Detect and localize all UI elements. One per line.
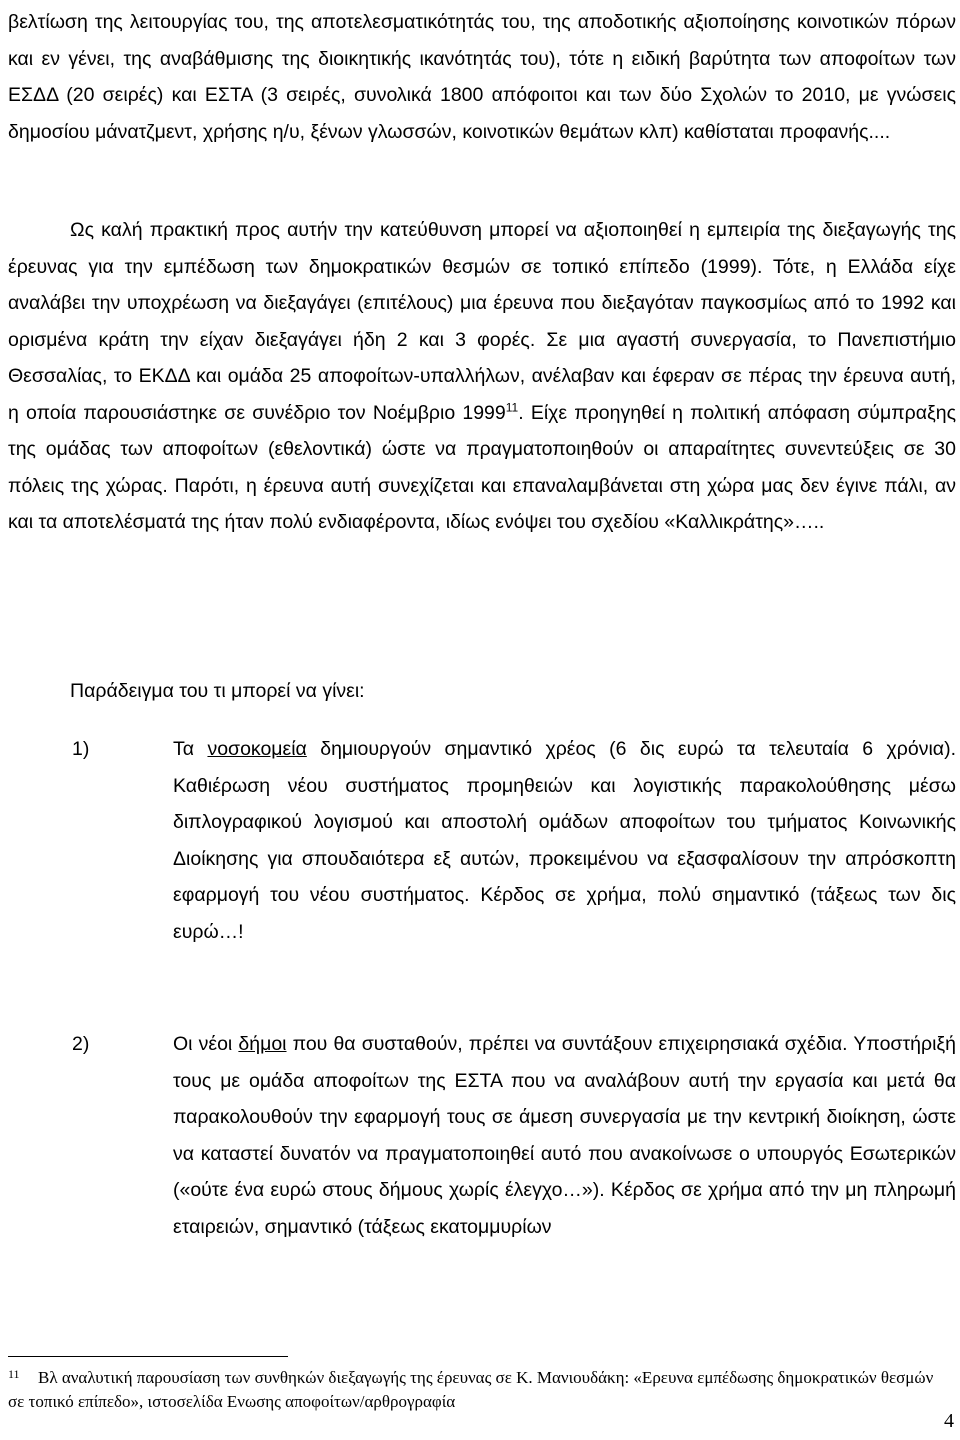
- list-text-post: που θα συσταθούν, πρέπει να συντάξουν επιχειρησιακά σχέδια. Υποστήριξή τους με ομάδα αποφοίτων της ΕΣΤΑ που να αναλάβουν αυτή την εργασία και μετά θα παρακολουθούν την εφαρμογή τους σε άμεση συνεργασία με την κεντρική διοίκηση, ώστε να καταστεί δυνατόν να πραγματοποιηθεί αυτό που ανακοίνωσε ο υπουργός Εσωτερικών («ούτε ένα ευρώ στους δήμους χωρίς έλεγχο…»). Κέρδος σε χρήμα από την μη πληρωμή εταιρειών, σημαντικό (τάξεως εκατομμυρίων: [173, 1033, 956, 1238]
- footnote: [8, 1366, 948, 1414]
- paragraph-text-continued: . Είχε προηγηθεί η πολιτική απόφαση σύμπραξης της ομάδας των αποφοίτων (εθελοντικά) ώστε να πραγματοποιηθούν οι απαραίτητες συνεντεύξεις σε 30 πόλεις της χώρας. Παρότι, η έρευνα αυτή συνεχίζεται και επαναλαμβάνεται στη χώρα μας δεν έγινε πάλι, αν και τα αποτελέσματά της ήταν πολύ ενδιαφέροντα, ιδίως ενόψει του σχεδίου «Καλλικράτης»…..: [8, 401, 956, 533]
- footnote-mark: 11: [8, 1367, 20, 1381]
- list-text-post: δημιουργούν σημαντικό χρέος (6 δις ευρώ τα τελευταία 6 χρόνια). Καθιέρωση νέου συστήματος προμηθειών και λογιστικής παρακολούθησης μέσω διπλογραφικού λογισμού και αποστολή ομάδων αποφοίτων του τμήματος Κοινωνικής Διοίκησης για σπουδαιότερα εξ αυτών, προκειμένου να εξασφαλίσουν την απρόσκοπτη εφαρμογή του νέου συστήματος. Κέρδος σε χρήμα, πολύ σημαντικό (τάξεως των δις ευρώ…!: [173, 738, 956, 943]
- paragraph-text: Ως καλή πρακτική προς αυτήν την κατεύθυνση μπορεί να αξιοποιηθεί η εμπειρία της διεξαγωγής της έρευνας για την εμπέδωση των δημοκρατικών θεσμών σε τοπικό επίπεδο (1999). Τότε, η Ελλάδα είχε αναλάβει την υποχρέωση να διεξαγάγει (επιτέλους) μια έρευνα που διεξαγόταν παγκοσμίως από το 1992 και ορισμένα κράτη την είχαν διεξαγάγει ήδη 2 και 3 φορές. Σε μια αγαστή συνεργασία, το Πανεπιστήμιο Θεσσαλίας, το ΕΚΔΔ και ομάδα 25 αποφοίτων-υπαλλήλων, ανέλαβαν και έφεραν σε πέρας την έρευνα αυτή, η οποία παρουσιάστηκε σε συνέδριο τον Νοέμβριο 1999: [8, 219, 956, 424]
- list-number: 2): [72, 1033, 90, 1055]
- footnote-reference: 11: [505, 400, 519, 414]
- list-item-text: [173, 1026, 956, 1245]
- paragraph-intro: βελτίωση της λειτουργίας του, της αποτελεσματικότητάς του, της αποδοτικής αξιοποίησης κοινοτικών πόρων και εν γένει, της αναβάθμισης της διοικητικής ικανότητάς του), τότε η ειδική βαρύτητα των αποφοίτων των ΕΣΔΔ (20 σειρές) και ΕΣΤΑ (3 σειρές, συνολικά 1800 απόφοιτοι και των δύο Σχολών το 2010, με γνώσεις δημοσίου μάνατζμεντ, χρήσης η/υ, ξένων γλωσσών, κοινοτικών θεμάτων κλπ) καθίσταται προφανής....: [8, 11, 956, 143]
- paragraph-good-practice: [8, 212, 956, 541]
- list-text-pre: Τα: [173, 738, 208, 760]
- underlined-term: δήμοι: [238, 1033, 287, 1055]
- page-number: 4: [944, 1410, 954, 1432]
- footnote-divider: [8, 1356, 288, 1357]
- example-heading: Παράδειγμα του τι μπορεί να γίνει:: [70, 680, 365, 702]
- list-item-text: [173, 731, 956, 950]
- underlined-term: νοσοκομεία: [207, 738, 307, 760]
- footnote-text: Βλ αναλυτική παρουσίαση των συνθηκών διεξαγωγής της έρευνας σε Κ. Μανιουδάκη: «Ερευνα εμπέδωσης δημοκρατικών θεσμών σε τοπικό επίπεδο», ιστοσελίδα Ενωσης αποφοίτων/αρθρογραφία: [8, 1368, 934, 1411]
- list-text-pre: Οι νέοι: [173, 1033, 239, 1055]
- list-number: 1): [72, 738, 90, 760]
